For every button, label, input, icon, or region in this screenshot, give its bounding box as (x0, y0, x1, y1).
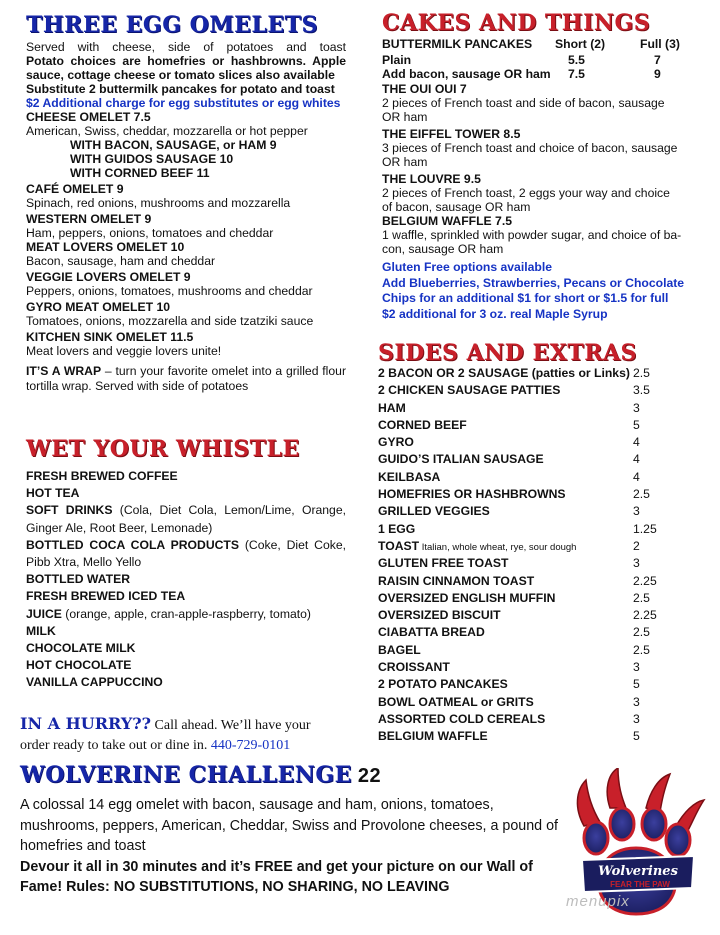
side-item (378, 729, 678, 746)
side-item-label: HOMEFRIES OR HASHBROWNS (378, 487, 566, 502)
side-item-label: 2 POTATO PANCAKES (378, 677, 508, 692)
side-item (378, 625, 678, 642)
drink-item: BOTTLED WATER (26, 572, 131, 587)
cake-item-desc: 2 pieces of French toast and side of bacon, sausage (382, 96, 665, 110)
side-item-name (378, 487, 566, 501)
omelet-name: VEGGIE LOVERS OMELET 9 (26, 270, 191, 284)
side-item-label: 2 CHICKEN SAUSAGE PATTIES (378, 383, 561, 398)
side-item (378, 608, 678, 625)
drink-item: FRESH BREWED ICED TEA (26, 589, 186, 604)
side-item-name (378, 366, 630, 380)
potato-note: Potato choices are homefries or hashbrowns. Apple sauce, cottage cheese or tomato slices also available (26, 54, 346, 82)
addins-note: Chips for an additional $1 for short or $1.5 for full (382, 291, 669, 305)
side-item-label: CORNED BEEF (378, 417, 467, 432)
side-item-price: 4 (633, 469, 640, 484)
challenge-rules: Devour it all in 30 minutes and it’s FREE and get your picture on our Wall of Fame! Rules: NO SUBSTITUTIONS, NO SHARING, NO LEAVING (20, 858, 533, 895)
drinks-section (26, 468, 346, 692)
cake-item-name: THE OUI OUI 7 (382, 82, 467, 96)
side-item-price: 2.5 (633, 625, 650, 640)
side-item (378, 539, 678, 556)
omelet-name: MEAT LOVERS OMELET 10 (26, 240, 185, 254)
side-item-price: 2.25 (633, 573, 657, 588)
side-item-label: GRILLED VEGGIES (378, 504, 490, 519)
side-item-price: 5 (633, 729, 640, 744)
addmeat-label: Add bacon, sausage OR ham (382, 67, 551, 81)
drink-item (26, 537, 346, 571)
side-item-name (378, 470, 440, 484)
drinks-heading: WET YOUR WHISTLE (26, 436, 300, 462)
side-item-label: CROISSANT (378, 660, 450, 675)
wrap-name: IT’S A WRAP (26, 364, 102, 378)
phone-number[interactable]: 440-729-0101 (210, 738, 291, 753)
wrap-item (26, 364, 346, 394)
addmeat-row (382, 67, 710, 81)
side-item-price: 2.25 (633, 608, 657, 623)
drink-desc: (orange, apple, cran-apple-raspberry, tomato) (61, 606, 311, 621)
wrap-desc: – turn your favorite omelet into a grilled flour tortilla wrap. Served with side of potatoes (26, 364, 347, 393)
addmeat-full-price: 9 (654, 67, 661, 81)
call-ahead-text: order ready to take out or dine in. (20, 738, 211, 753)
logo-title: Wolverines (598, 864, 678, 879)
side-item (378, 487, 678, 504)
side-item (378, 574, 678, 591)
cheese-omelet-name: CHEESE OMELET 7.5 (26, 110, 151, 124)
side-item-label: 1 EGG (378, 521, 416, 536)
omelets-intro: Served with cheese, side of potatoes and toast (26, 40, 346, 54)
cake-item-desc: con, sausage OR ham (382, 242, 504, 256)
side-item (378, 591, 678, 608)
side-item-label: GLUTEN FREE TOAST (378, 556, 509, 571)
omelet-name: WESTERN OMELET 9 (26, 212, 152, 226)
side-item-price: 3 (633, 694, 640, 709)
call-ahead-section (20, 714, 365, 756)
side-item-label: OVERSIZED ENGLISH MUFFIN (378, 590, 556, 605)
side-item-label: CIABATTA BREAD (378, 625, 485, 640)
side-item-name (378, 383, 560, 397)
side-item (378, 556, 678, 573)
challenge-price: 22 (357, 765, 382, 787)
side-item-price: 3 (633, 711, 640, 726)
side-item-price: 3 (633, 556, 640, 571)
side-item (378, 695, 678, 712)
challenge-description: A colossal 14 egg omelet with bacon, sausage and ham, onions, tomatoes, mushrooms, peppers, American, Cheddar, Swiss and Provolone cheeses, a pound of homefries and toast (20, 797, 559, 854)
plain-short-price: 5.5 (568, 53, 585, 67)
addmeat-short-price: 7.5 (568, 67, 585, 81)
side-item-name (378, 435, 414, 449)
side-item-price: 2.5 (633, 642, 650, 657)
side-item-name (378, 539, 576, 553)
side-item-label: ASSORTED COLD CEREALS (378, 711, 546, 726)
full-column-label: Full (3) (640, 37, 680, 51)
drink-desc: (Cola, Diet Cola, Lemon/Lime, Orange, Ginger Ale, Root Beer, Lemonade) (26, 503, 346, 535)
cake-item-desc: 2 pieces of French toast, 2 eggs your way and choice (382, 186, 670, 200)
challenge-heading-row (20, 764, 381, 786)
plain-row (382, 53, 710, 67)
side-item-label: BOWL OATMEAL or GRITS (378, 694, 534, 709)
side-item-name (378, 452, 544, 466)
omelets-heading: THREE EGG OMELETS (26, 12, 318, 38)
cake-item-desc: 1 waffle, sprinkled with powder sugar, and choice of ba- (382, 228, 682, 242)
side-item-price: 5 (633, 677, 640, 692)
cake-item-name: THE EIFFEL TOWER 8.5 (382, 127, 521, 141)
side-item-price: 2.5 (633, 590, 650, 605)
side-item (378, 366, 678, 383)
cake-item-desc: 3 pieces of French toast and choice of bacon, sausage (382, 141, 678, 155)
drink-name: BOTTLED COCA COLA PRODUCTS (26, 537, 240, 552)
side-item-label: GUIDO’S ITALIAN SAUSAGE (378, 452, 544, 467)
cakes-section (382, 37, 710, 322)
side-item (378, 435, 678, 452)
side-item-name (378, 695, 534, 709)
cake-item-desc: OR ham (382, 155, 428, 169)
cheese-addon: WITH GUIDOS SAUSAGE 10 (70, 152, 234, 166)
omelet-desc: Tomatoes, onions, mozzarella and side tzatziki sauce (26, 314, 314, 328)
call-ahead-line (20, 714, 365, 736)
drink-item: CHOCOLATE MILK (26, 641, 136, 656)
side-item-price: 3.5 (633, 383, 650, 398)
side-item-label: BELGIUM WAFFLE (378, 729, 488, 744)
side-item-name (378, 643, 421, 657)
omelet-name: KITCHEN SINK OMELET 11.5 (26, 330, 194, 344)
side-item (378, 660, 678, 677)
drink-item (26, 606, 346, 623)
omelet-desc: Meat lovers and veggie lovers unite! (26, 344, 222, 358)
side-item-name (378, 556, 508, 570)
side-item (378, 383, 678, 400)
side-item (378, 470, 678, 487)
omelet-name: CAFÉ OMELET 9 (26, 182, 124, 196)
omelet-name: GYRO MEAT OMELET 10 (26, 300, 171, 314)
plain-full-price: 7 (654, 53, 661, 67)
logo-slogan: FEAR THE PAW (610, 880, 670, 889)
watermark: menupix (566, 893, 630, 910)
drink-desc: (Coke, Diet Coke, Pibb Xtra, Mello Yello (26, 537, 346, 570)
challenge-heading: WOLVERINE CHALLENGE (20, 762, 352, 788)
cheese-addon: WITH CORNED BEEF 11 (70, 166, 210, 180)
side-item-price: 1.25 (633, 521, 657, 536)
side-item-label: OVERSIZED BISCUIT (378, 608, 501, 623)
gluten-note: Gluten Free options available (382, 260, 552, 274)
drink-item: FRESH BREWED COFFEE (26, 469, 178, 483)
drink-name: JUICE (26, 606, 62, 621)
call-ahead-line (20, 736, 365, 756)
side-item-note: Italian, whole wheat, rye, sour dough (419, 541, 577, 553)
side-item-label: KEILBASA (378, 469, 441, 484)
side-item-price: 2.5 (633, 487, 650, 502)
side-item (378, 418, 678, 435)
cake-item-desc: of bacon, sausage OR ham (382, 200, 531, 214)
side-item-price: 2.5 (633, 366, 650, 380)
side-item (378, 643, 678, 660)
addins-note: Add Blueberries, Strawberries, Pecans or Chocolate (382, 275, 685, 290)
omelet-desc: Spinach, red onions, mushrooms and mozzarella (26, 196, 291, 210)
side-item-label: 2 BACON OR 2 SAUSAGE (patties or Links) (378, 366, 630, 380)
side-item-name (378, 574, 534, 588)
drink-item: HOT CHOCOLATE (26, 658, 132, 673)
drink-item (26, 502, 346, 536)
side-item-name (378, 418, 467, 432)
side-item-name (378, 625, 485, 639)
omelets-section (26, 40, 346, 394)
side-item (378, 504, 678, 521)
side-item-label: HAM (378, 400, 406, 415)
cheese-addon: WITH BACON, SAUSAGE, or HAM 9 (70, 138, 277, 152)
cake-item-desc: OR ham (382, 110, 428, 124)
side-item (378, 522, 678, 539)
pancakes-name: BUTTERMILK PANCAKES (382, 37, 533, 51)
side-item-price: 5 (633, 417, 640, 432)
side-item-price: 3 (633, 400, 640, 415)
challenge-section (20, 795, 560, 898)
cheese-omelet-desc: American, Swiss, cheddar, mozzarella or hot pepper (26, 124, 308, 138)
syrup-note: $2 additional for 3 oz. real Maple Syrup (382, 306, 608, 321)
side-item (378, 677, 678, 694)
side-item-label: GYRO (378, 435, 414, 450)
side-item-name (378, 591, 555, 605)
side-item-price: 2 (633, 538, 640, 553)
cakes-heading: CAKES AND THINGS (382, 10, 651, 36)
side-item-label: BAGEL (378, 642, 421, 657)
side-item-name (378, 729, 488, 743)
drink-item: VANILLA CAPPUCCINO (26, 675, 163, 690)
cake-item-name: BELGIUM WAFFLE 7.5 (382, 214, 513, 228)
pancakes-header-row (382, 37, 710, 51)
side-item-name (378, 608, 501, 622)
side-item-name (378, 677, 508, 691)
sides-list (378, 366, 678, 747)
plain-label: Plain (382, 53, 412, 67)
charge-note: $2 Additional charge for egg substitutes or egg whites (26, 96, 341, 110)
side-item-name (378, 522, 415, 536)
side-item-name (378, 401, 406, 415)
side-item-name (378, 660, 450, 674)
side-item-label: RAISIN CINNAMON TOAST (378, 573, 535, 588)
omelet-desc: Peppers, onions, tomatoes, mushrooms and cheddar (26, 284, 313, 298)
side-item-price: 3 (633, 504, 640, 519)
substitute-note: Substitute 2 buttermilk pancakes for potato and toast (26, 82, 335, 96)
short-column-label: Short (2) (555, 37, 606, 51)
side-item-price: 4 (633, 435, 640, 450)
side-item (378, 452, 678, 469)
side-item (378, 712, 678, 729)
side-item-name (378, 712, 545, 726)
side-item-label: TOAST (378, 538, 420, 553)
drink-item: HOT TEA (26, 486, 80, 501)
omelet-desc: Bacon, sausage, ham and cheddar (26, 254, 216, 268)
call-ahead-heading: IN A HURRY?? (20, 714, 152, 733)
call-ahead-text: Call ahead. We’ll have your (151, 718, 311, 733)
drink-name: SOFT DRINKS (26, 503, 113, 518)
side-item (378, 401, 678, 418)
drink-item: MILK (26, 623, 56, 638)
side-item-name (378, 504, 490, 518)
sides-heading: SIDES AND EXTRAS (378, 340, 637, 366)
side-item-price: 3 (633, 660, 640, 675)
side-item-price: 4 (633, 452, 640, 467)
omelet-desc: Ham, peppers, onions, tomatoes and cheddar (26, 226, 274, 240)
cake-item-name: THE LOUVRE 9.5 (382, 172, 481, 186)
